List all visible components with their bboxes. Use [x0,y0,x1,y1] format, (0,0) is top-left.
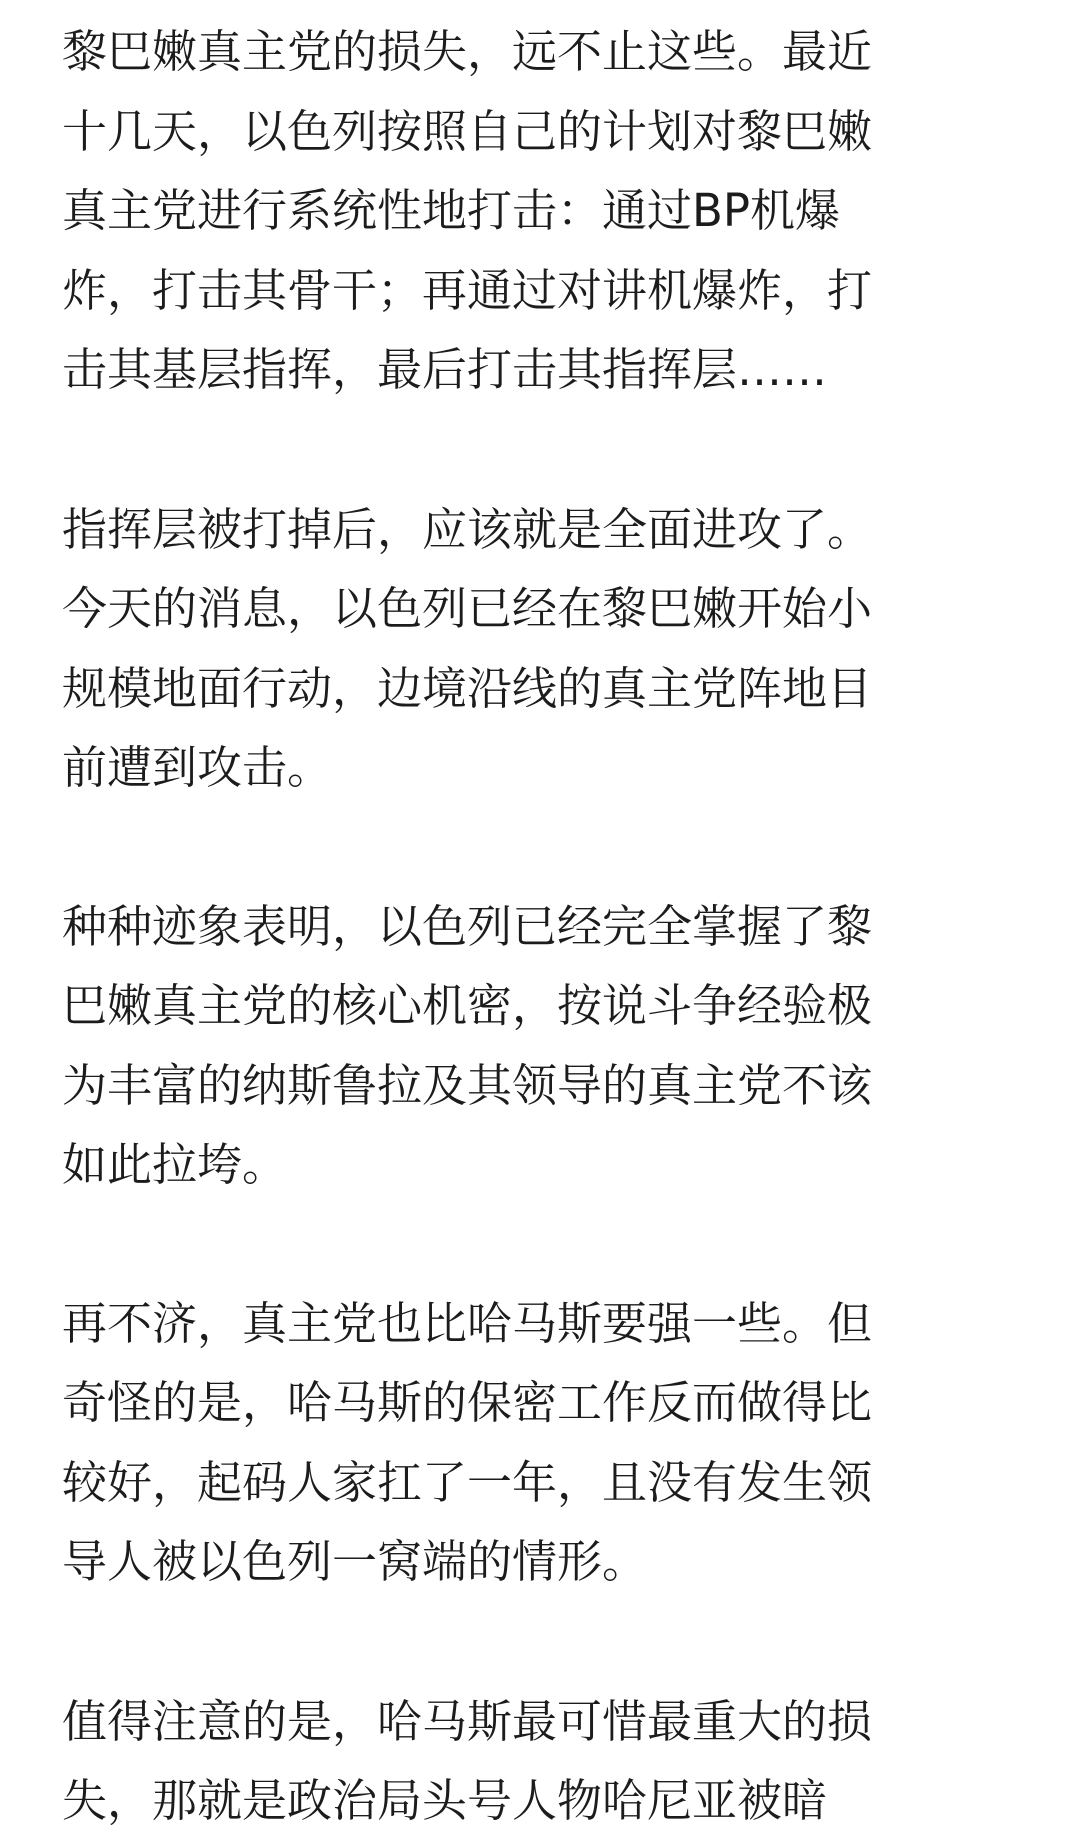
paragraph-line: 炸，打击其骨干；再通过对讲机爆炸，打 [62,263,873,317]
paragraph-line: 规模地面行动，边境沿线的真主党阵地目 [62,661,873,715]
paragraph-line: 导人被以色列一窝端的情形。 [62,1535,648,1588]
paragraph-3 [62,887,1018,1205]
paragraph-line: 巴嫩真主党的核心机密，按说斗争经验极 [62,979,873,1032]
paragraph-line: 真主党进行系统性地打击：通过BP机爆 [62,184,841,237]
paragraph-line: 十几天，以色列按照自己的计划对黎巴嫩 [62,104,873,158]
paragraph-2 [62,490,1018,808]
paragraph-line: 为丰富的纳斯鲁拉及其领导的真主党不该 [62,1058,873,1112]
paragraph-4 [62,1284,1018,1602]
paragraph-line: 奇怪的是，哈马斯的保密工作反而做得比 [62,1376,873,1429]
paragraph-1 [62,12,1018,410]
paragraph-line: 种种迹象表明，以色列已经完全掌握了黎 [62,899,873,953]
paragraph-line: 黎巴嫩真主党的损失，远不止这些。最近 [62,25,873,78]
paragraph-5 [62,1682,1018,1840]
paragraph-line: 较好，起码人家扛了一年，且没有发生领 [62,1455,873,1509]
paragraph-line: 失，那就是政治局头号人物哈尼亚被暗 [62,1774,828,1827]
paragraph-line: 指挥层被打掉后，应该就是全面进攻了。 [62,502,873,556]
paragraph-line: 如此拉垮。 [62,1138,288,1191]
paragraph-line: 击其基层指挥，最后打击其指挥层…… [62,343,828,396]
paragraph-line: 前遭到攻击。 [62,741,333,794]
paragraph-line: 今天的消息，以色列已经在黎巴嫩开始小 [62,582,873,635]
paragraph-line: 值得注意的是，哈马斯最可惜最重大的损 [62,1694,873,1748]
paragraph-line: 再不济，真主党也比哈马斯要强一些。但 [62,1296,873,1350]
